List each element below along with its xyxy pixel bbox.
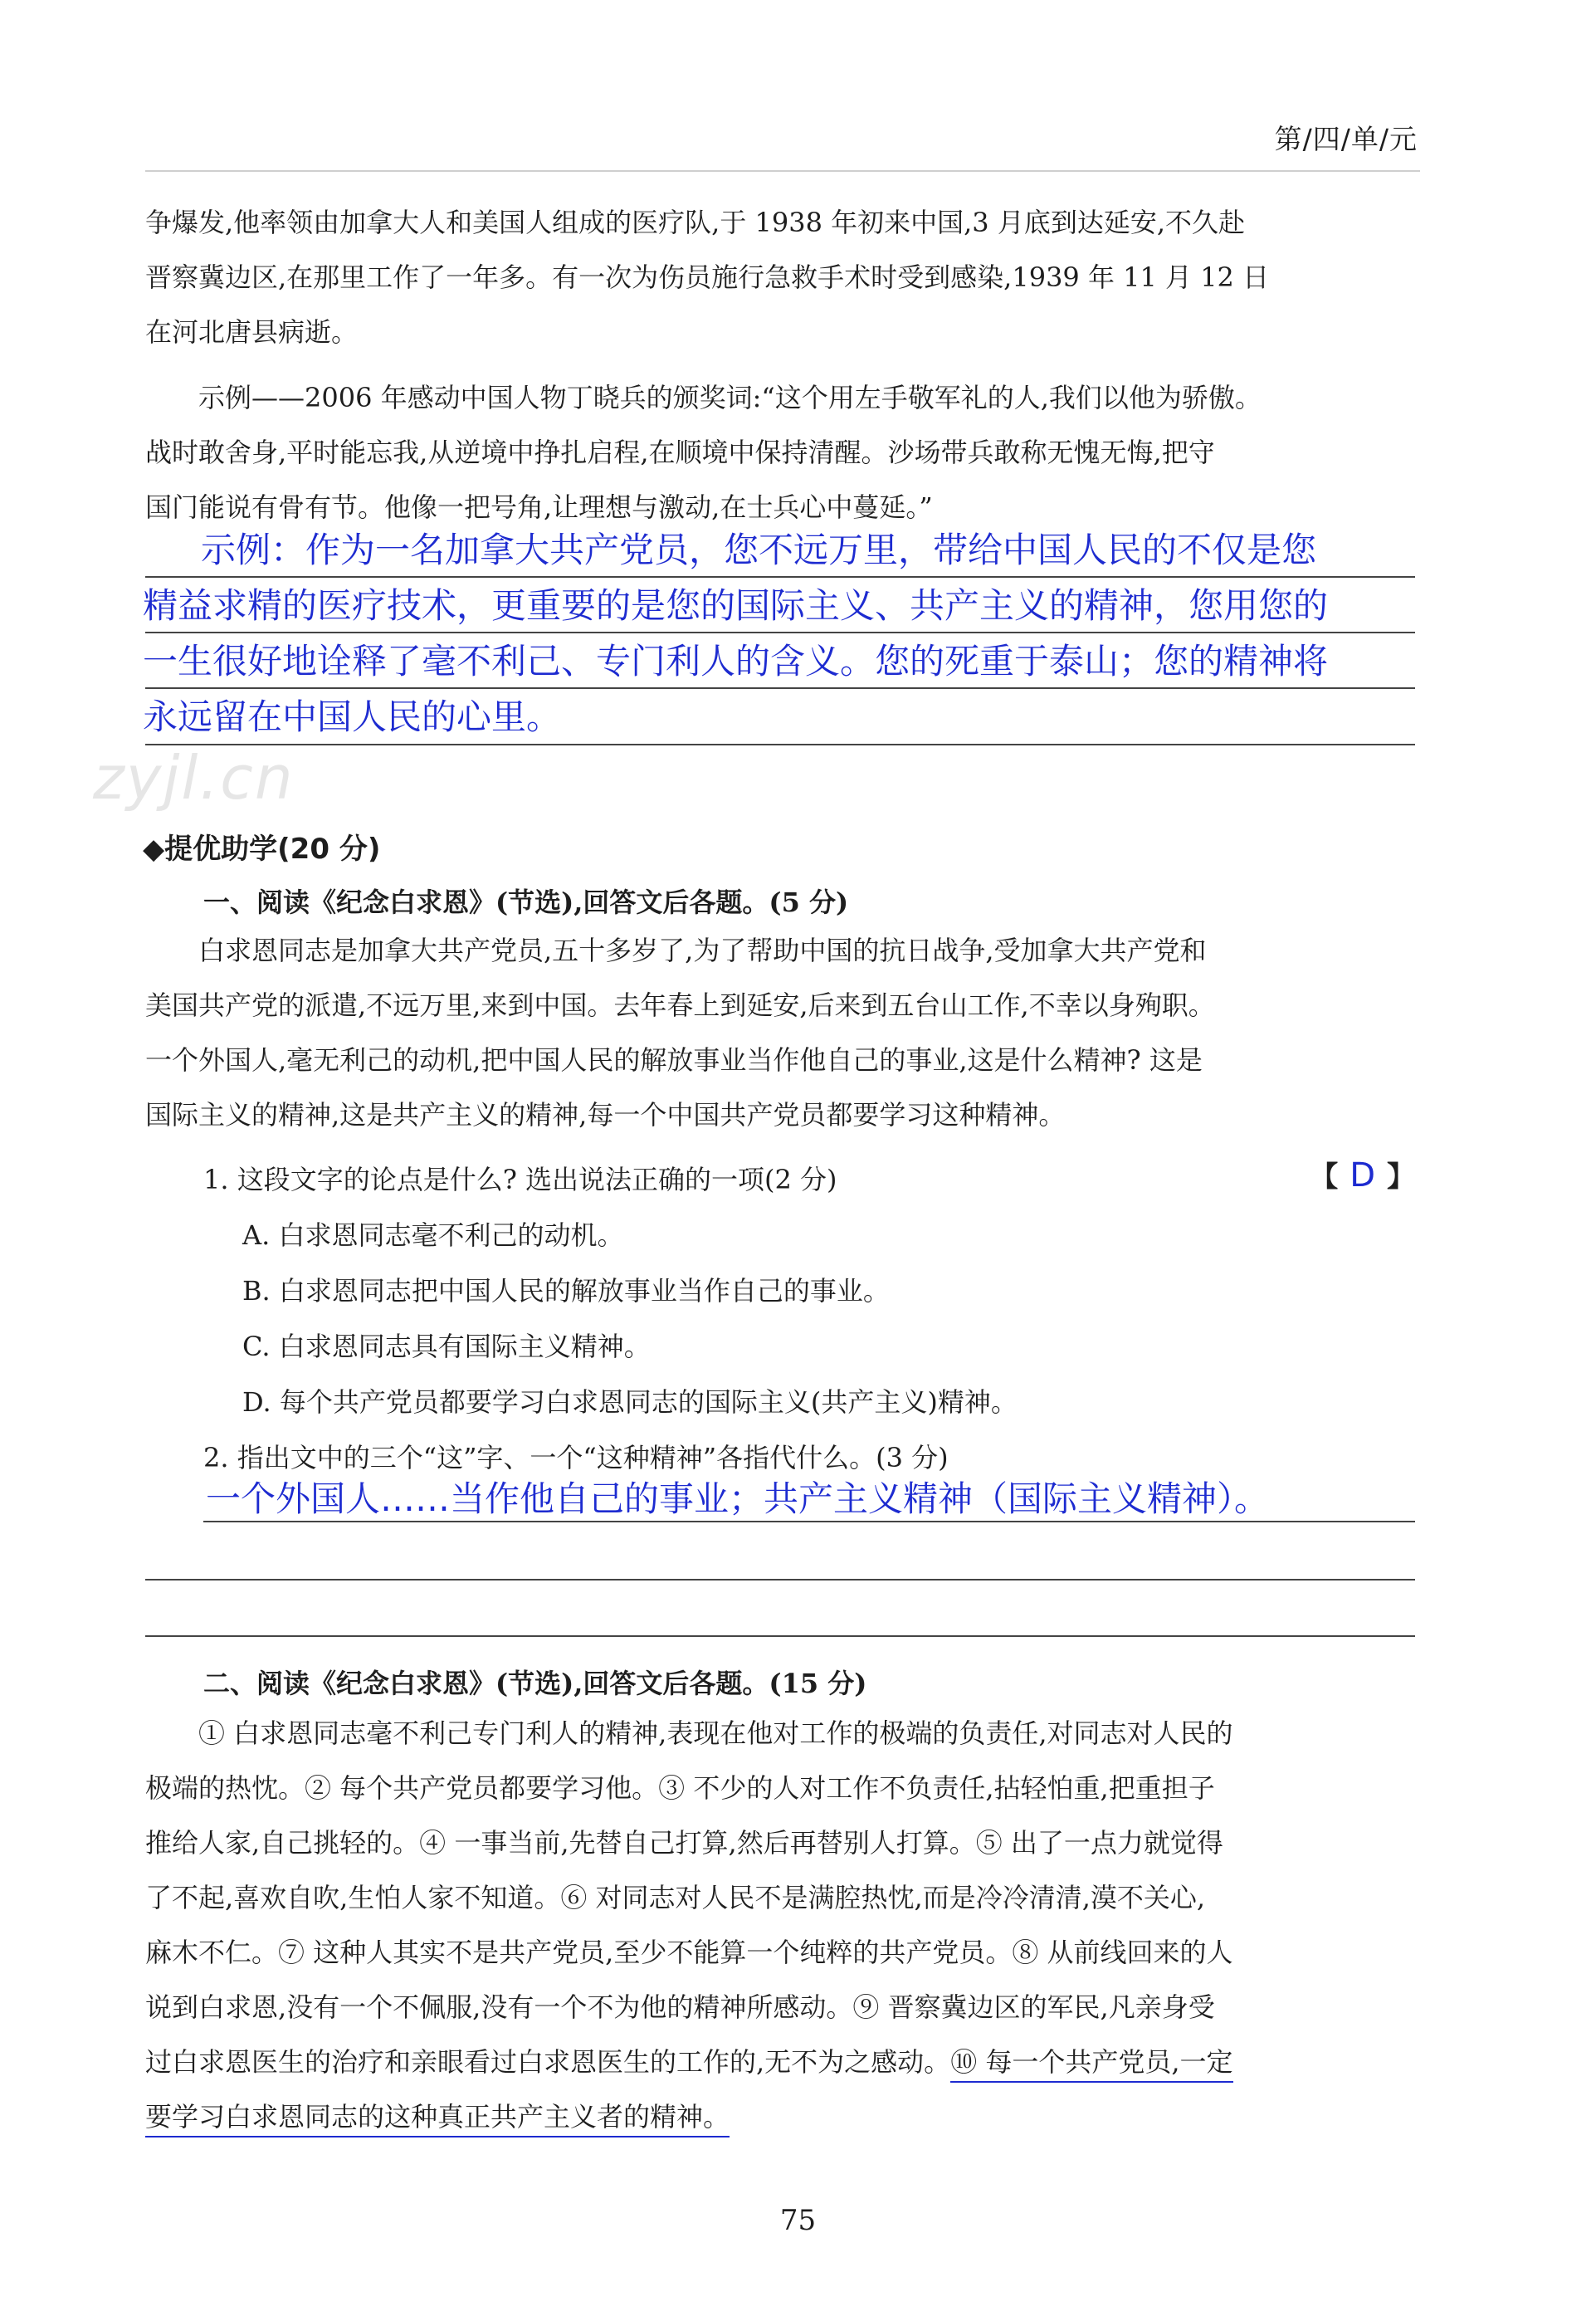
option-a: A. 白求恩同志毫不利己的动机。 (242, 1219, 624, 1251)
question-2-text: 2. 指出文中的三个“这”字、一个“这种精神”各指代什么。(3 分) (203, 1442, 949, 1473)
unit-header: 第/四/单/元 (1274, 123, 1418, 155)
text-line: 麻木不仁。⑦ 这种人其实不是共产党员,至少不能算一个纯粹的共产党员。⑧ 从前线回来的人 (145, 1937, 1233, 1968)
underlined-sentence: 要学习白求恩同志的这种真正共产主义者的精神。 (145, 2101, 730, 2137)
watermark-logo: zyjl.cn (93, 743, 295, 813)
intro-paragraph (145, 195, 1415, 359)
option-d: D. 每个共产党员都要学习白求恩同志的国际主义(共产主义)精神。 (242, 1386, 1018, 1418)
text-line: 国际主义的精神,这是共产主义的精神,每一个中国共产党员都要学习这种精神。 (145, 1099, 1066, 1131)
passage-2 (145, 1706, 1415, 2144)
bracket-left: 【 (1310, 1160, 1339, 1194)
answer-rule (145, 632, 1415, 633)
text-line: 战时敢舍身,平时能忘我,从逆境中挣扎启程,在顺境中保持清醒。沙场带兵敢称无愧无悔,把守 (145, 437, 1215, 468)
answer-line: 一生很好地诠释了毫不利己、专门利人的含义。您的死重于泰山；您的精神将 (143, 641, 1329, 682)
answer-line: 永远留在中国人民的心里。 (143, 696, 562, 737)
question-group-title: 二、阅读《纪念白求恩》(节选),回答文后各题。(15 分) (203, 1668, 867, 1699)
answer-rule (145, 687, 1415, 689)
text-line: 争爆发,他率领由加拿大人和美国人组成的医疗队,于 1938 年初来中国,3 月底到达延安,不久赴 (145, 207, 1246, 238)
text-line: 白求恩同志是加拿大共产党员,五十多岁了,为了帮助中国的抗日战争,受加拿大共产党和 (145, 935, 1207, 966)
option-b: B. 白求恩同志把中国人民的解放事业当作自己的事业。 (242, 1275, 890, 1307)
answer-rule (203, 1521, 1415, 1522)
text-line: 国门能说有骨有节。他像一把号角,让理想与激动,在士兵心中蔓延。” (145, 491, 933, 523)
passage-1 (145, 923, 1415, 1142)
bracket-right: 】 (1387, 1160, 1415, 1194)
question-1-text: 1. 这段文字的论点是什么? 选出说法正确的一项(2 分) (203, 1164, 837, 1195)
answer-line: 示例：作为一名加拿大共产党员，您不远万里，带给中国人民的不仅是您 (201, 530, 1317, 570)
text-line: 美国共产党的派遣,不远万里,来到中国。去年春上到延安,后来到五台山工作,不幸以身殉职。 (145, 989, 1215, 1021)
option-c: C. 白求恩同志具有国际主义精神。 (242, 1331, 651, 1362)
answer-rule (145, 744, 1415, 745)
text-line: ① 白求恩同志毫不利己专门利人的精神,表现在他对工作的极端的负责任,对同志对人民的 (145, 1717, 1233, 1749)
text-line: 示例——2006 年感动中国人物丁晓兵的颁奖词:“这个用左手敬军礼的人,我们以他为骄傲。 (145, 382, 1262, 413)
header-divider (145, 170, 1420, 172)
text-line: 推给人家,自己挑轻的。④ 一事当前,先替自己打算,然后再替别人打算。⑤ 出了一点力就觉得 (145, 1827, 1223, 1859)
page-number: 75 (779, 2204, 817, 2237)
text-line: 极端的热忱。② 每个共产党员都要学习他。③ 不少的人对工作不负责任,拈轻怕重,把重担子 (145, 1772, 1215, 1804)
text-line: 了不起,喜欢自吹,生怕人家不知道。⑥ 对同志对人民不是满腔热忱,而是冷冷清清,漠不关心, (145, 1882, 1206, 1913)
text-line: 在河北唐县病逝。 (145, 316, 359, 348)
text-line (145, 2089, 1415, 2144)
text-line: 说到白求恩,没有一个不佩服,没有一个不为他的精神所感动。⑨ 晋察冀边区的军民,凡亲身受 (145, 1991, 1215, 2023)
text-line: 一个外国人,毫无利己的动机,把中国人民的解放事业当作他自己的事业,这是什么精神? 这是 (145, 1044, 1203, 1076)
underlined-sentence: ⑩ 每一个共产党员,一定 (950, 2046, 1232, 2083)
text-line (145, 2035, 1415, 2089)
answer-rule (145, 576, 1415, 578)
text-span: 过白求恩医生的治疗和亲眼看过白求恩医生的工作的,无不为之感动。 (145, 2046, 951, 2078)
handwritten-answer (143, 523, 1421, 755)
answer-choice: D (1350, 1156, 1375, 1195)
answer-bracket (1310, 1154, 1415, 1195)
answer-line: 精益求精的医疗技术，更重要的是您的国际主义、共产主义的精神，您用您的 (143, 585, 1329, 626)
question-group-title: 一、阅读《纪念白求恩》(节选),回答文后各题。(5 分) (203, 887, 849, 918)
example-paragraph (145, 370, 1415, 535)
answer-line: 一个外国人……当作他自己的事业；共产主义精神（国际主义精神）。 (206, 1478, 1270, 1519)
text-line: 晋察冀边区,在那里工作了一年多。有一次为伤员施行急救手术时受到感染,1939 年 11 月 12 日 (145, 261, 1270, 293)
answer-rule (145, 1635, 1415, 1637)
answer-rule (145, 1579, 1415, 1580)
section-title: ◆提优助学(20 分) (143, 833, 381, 866)
